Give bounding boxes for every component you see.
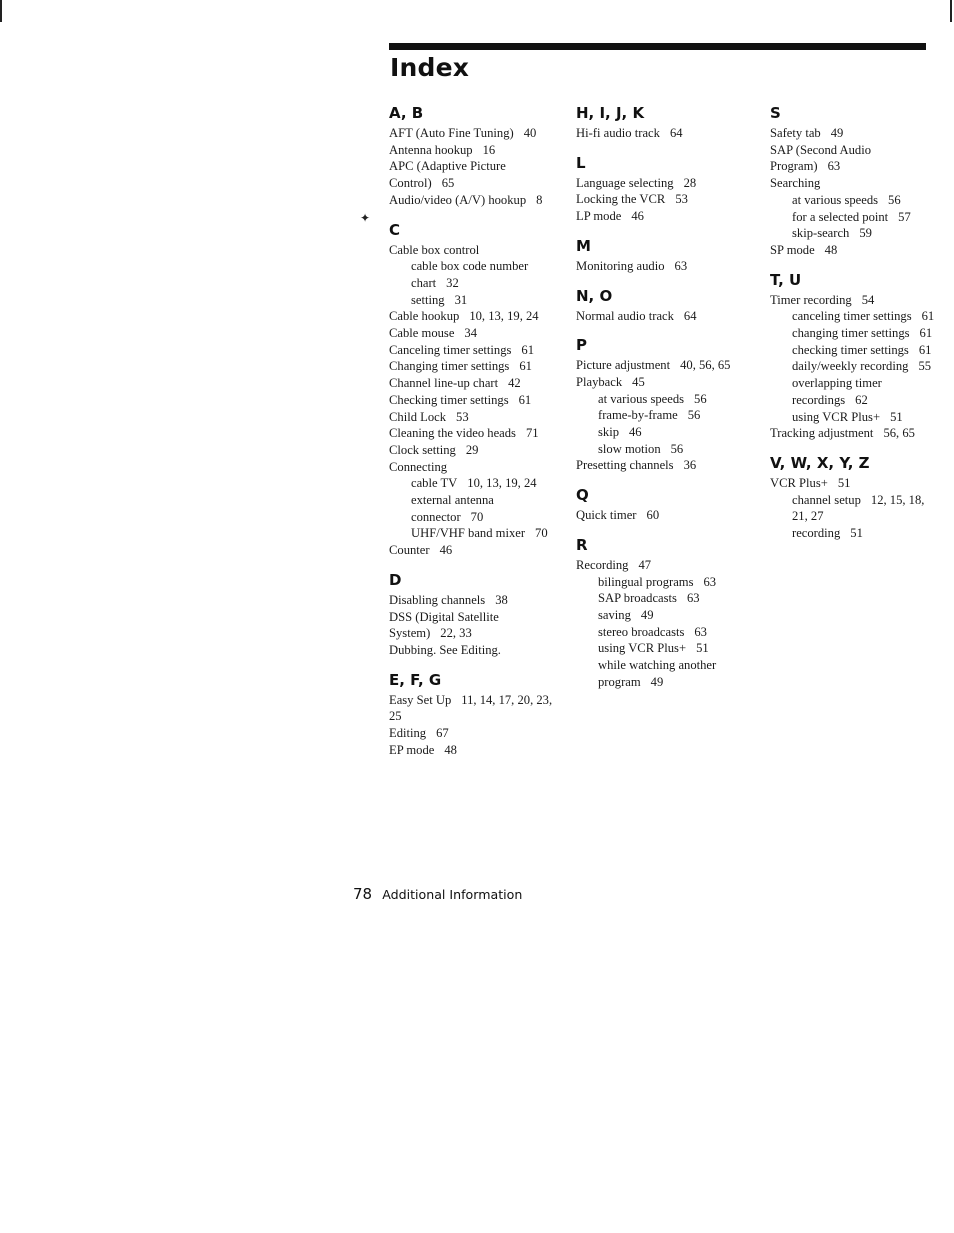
entry-pages: 49 [640,607,654,622]
index-entry [770,292,940,309]
index-subentry [576,607,754,624]
entry-pages: 10, 13, 19, 24 [467,476,537,491]
index-entry [389,192,564,209]
entry-pages: 47 [638,557,652,572]
index-subentry [389,475,564,492]
page-title: Index [390,53,470,82]
entry-term: stereo broadcasts [598,624,685,639]
entry-term: saving [598,607,631,622]
entry-pages: 65 [441,176,455,191]
entry-term: Playback [576,374,623,389]
section-heading: N, O [576,286,613,305]
entry-term: Quick timer [576,508,637,523]
index-entry [389,392,564,409]
index-entry [576,175,754,192]
index-section [576,154,754,225]
entry-term: recording [792,526,841,541]
entry-term: DSS (Digital Satellite System) [389,609,499,641]
index-section [389,571,564,659]
index-subentry [576,590,754,607]
index-entry [770,175,940,192]
index-section [770,454,940,542]
entry-term: Picture adjustment [576,358,671,373]
entry-term: Child Lock [389,409,447,424]
index-section [576,336,754,474]
entry-pages: 61 [521,342,535,357]
section-heading: C [389,220,401,239]
index-section [770,104,940,259]
entry-pages: 45 [632,374,645,389]
entry-term: Editing [389,726,427,741]
section-heading: A, B [389,104,424,122]
entry-pages: 31 [454,292,468,307]
entry-term: Easy Set Up [389,692,452,707]
index-subentry [770,525,940,542]
index-section [576,536,754,691]
entry-pages: 55 [918,359,932,374]
entry-pages: 12, 15, 18, 21, 27 [792,492,925,524]
page-number: 78 [353,885,373,903]
index-subentry [576,574,754,591]
entry-pages: 46 [629,425,642,440]
entry-pages: 56 [694,391,707,406]
entry-pages: 49 [830,126,844,140]
index-entry [389,142,564,159]
index-entry [389,609,564,642]
entry-term: Canceling timer settings [389,342,512,357]
entry-pages: 51 [850,526,863,541]
entry-pages: 53 [675,192,688,207]
index-entry [770,475,940,492]
entry-term: Disabling channels [389,592,486,607]
section-heading: P [576,336,587,355]
index-section [389,104,564,209]
entry-term: Locking the VCR [576,192,666,207]
entry-term: Counter [389,543,430,558]
entry-pages: 22, 33 [440,626,472,641]
index-entry [576,507,754,524]
section-heading: D [389,570,402,589]
title-rule [389,43,926,50]
entry-pages: 62 [855,392,868,407]
entry-pages: 61 [921,309,935,324]
entry-term: Tracking adjustment [770,426,874,441]
entry-term: SAP (Second Audio Program) [770,142,871,174]
index-entry [389,375,564,392]
index-entry [576,191,754,208]
index-entry [576,457,754,474]
entry-pages: 59 [859,226,872,241]
entry-pages: 63 [694,624,707,639]
entry-pages: 56 [687,408,701,423]
index-column-2 [576,104,754,702]
entry-term: Dubbing. See Editing. [389,642,501,657]
index-entry [389,542,564,559]
entry-pages: 67 [436,726,449,741]
entry-pages: 61 [518,392,532,407]
entry-term: using VCR Plus+ [598,641,687,656]
entry-term: Hi-fi audio track [576,126,660,140]
index-subentry [770,492,940,525]
index-column-1 [389,104,564,771]
index-section [576,486,754,524]
entry-pages: 8 [536,192,543,207]
entry-pages: 56 [670,441,684,456]
entry-pages: 70 [535,526,548,541]
section-heading: T, U [770,270,802,289]
entry-pages: 16 [482,142,496,157]
entry-term: EP mode [389,742,435,757]
index-entry [389,442,564,459]
index-entry [576,308,754,325]
entry-term: Safety tab [770,126,821,140]
entry-term: setting [411,292,445,307]
index-entry [389,592,564,609]
entry-term: Cleaning the video heads [389,426,516,441]
index-subentry [770,409,940,426]
entry-term: changing timer settings [792,326,910,341]
index-entry [389,409,564,426]
entry-pages: 49 [650,674,664,689]
index-entry [389,325,564,342]
entry-pages: 60 [646,508,660,523]
entry-term: skip [598,425,619,440]
entry-pages: 61 [519,359,532,374]
entry-term: skip-search [792,226,850,241]
index-subentry [389,258,564,291]
entry-pages: 40, 56, 65 [680,358,731,373]
index-column-3 [770,104,940,554]
index-subentry [576,407,754,424]
entry-pages: 36 [683,458,697,473]
entry-pages: 51 [837,475,851,490]
entry-term: Recording [576,557,629,572]
entry-pages: 46 [439,543,453,558]
entry-term: external antenna connector [411,493,494,524]
entry-term: channel setup [792,492,861,507]
index-section [389,671,564,759]
index-entry [389,358,564,375]
entry-pages: 32 [446,275,459,290]
index-subentry [770,358,940,375]
entry-term: Cable box control [389,242,480,257]
index-section [576,287,754,325]
index-section [389,221,564,559]
index-subentry [576,640,754,657]
entry-term: SAP broadcasts [598,591,677,606]
entry-term: while watching another program [598,658,717,689]
entry-term: daily/weekly recording [792,359,909,374]
entry-term: Connecting [389,459,448,474]
index-subentry [389,492,564,525]
index-entry [389,742,564,759]
index-entry [389,342,564,359]
entry-term: VCR Plus+ [770,475,828,490]
entry-pages: 53 [456,409,469,424]
entry-term: SP mode [770,242,815,257]
entry-term: bilingual programs [598,574,694,589]
entry-pages: 61 [919,326,933,341]
entry-term: Cable hookup [389,309,460,324]
entry-term: frame-by-frame [598,408,678,423]
entry-pages: 28 [683,175,697,190]
index-subentry [576,424,754,441]
section-heading: R [576,535,588,554]
index-entry [576,125,754,142]
entry-pages: 63 [827,159,841,174]
entry-term: Presetting channels [576,458,674,473]
page-edge-mark-right [950,0,952,22]
entry-pages: 56, 65 [883,426,915,441]
entry-pages: 11, 14, 17, 20, 23, 25 [389,692,553,724]
entry-pages: 48 [444,742,457,757]
entry-term: cable box code number chart [411,259,529,290]
entry-term: at various speeds [792,192,879,207]
index-subentry [770,375,940,408]
index-entry [770,142,940,175]
index-subentry [389,525,564,542]
entry-term: Clock setting [389,442,456,457]
entry-pages: 56 [888,192,901,207]
index-entry [770,425,940,442]
section-heading: S [770,104,781,122]
index-section [770,271,940,442]
index-entry [576,374,754,391]
index-section [576,237,754,275]
section-heading: V, W, X, Y, Z [770,453,870,472]
entry-term: UHF/VHF band mixer [411,526,526,541]
entry-term: APC (Adaptive Picture Control) [389,159,506,191]
entry-pages: 29 [465,442,479,457]
entry-term: using VCR Plus+ [792,409,881,424]
page-edge-mark-left [0,0,2,22]
entry-pages: 64 [669,126,683,140]
index-subentry [770,325,940,342]
index-entry [576,208,754,225]
entry-term: for a selected point [792,209,889,224]
index-subentry [770,225,940,242]
entry-pages: 70 [470,509,484,524]
entry-pages: 63 [674,258,688,273]
index-entry [576,258,754,275]
entry-pages: 46 [631,209,644,224]
entry-pages: 40 [523,126,537,140]
entry-term: Channel line-up chart [389,376,499,391]
entry-pages: 54 [861,292,875,307]
section-label: Additional Information [382,887,523,902]
margin-marker-icon: ✦ [360,211,371,225]
entry-term: at various speeds [598,391,685,406]
index-subentry [770,342,940,359]
index-entry [389,308,564,325]
index-entry [389,242,564,259]
index-entry [576,557,754,574]
entry-term: Monitoring audio [576,258,665,273]
index-entry [389,692,564,725]
index-entry [389,459,564,476]
entry-pages: 71 [525,426,539,441]
entry-pages: 51 [696,641,709,656]
index-entry [770,125,940,142]
entry-pages: 48 [824,242,838,257]
index-subentry [389,292,564,309]
entry-term: LP mode [576,209,622,224]
entry-pages: 57 [898,209,911,224]
entry-pages: 63 [703,574,717,589]
index-subentry [770,308,940,325]
entry-pages: 42 [508,376,521,391]
entry-term: slow motion [598,441,661,456]
index-entry [389,725,564,742]
section-heading: L [576,153,586,172]
entry-term: Language selecting [576,175,674,190]
index-subentry [576,441,754,458]
entry-term: Searching [770,176,821,191]
section-heading: H, I, J, K [576,104,645,122]
entry-pages: 63 [686,591,700,606]
page-footer [353,884,522,903]
index-entry [389,158,564,191]
entry-term: cable TV [411,476,458,491]
index-entry [389,125,564,142]
entry-term: checking timer settings [792,342,909,357]
entry-pages: 51 [890,409,903,424]
index-subentry [576,624,754,641]
index-entry [389,642,564,659]
entry-term: Cable mouse [389,326,455,341]
index-entry [576,357,754,374]
index-section [576,104,754,142]
entry-pages: 10, 13, 19, 24 [469,309,539,324]
entry-pages: 64 [683,308,697,323]
entry-pages: 61 [918,342,932,357]
index-subentry [770,209,940,226]
index-subentry [770,192,940,209]
entry-term: Antenna hookup [389,142,473,157]
entry-pages: 34 [464,326,477,341]
index-subentry [576,391,754,408]
entry-term: Audio/video (A/V) hookup [389,192,527,207]
index-entry [389,425,564,442]
entry-term: AFT (Auto Fine Tuning) [389,126,514,140]
entry-term: Normal audio track [576,308,674,323]
section-heading: E, F, G [389,670,442,689]
entry-term: Timer recording [770,292,852,307]
entry-term: Changing timer settings [389,359,510,374]
index-subentry [576,657,754,690]
entry-term: canceling timer settings [792,309,912,324]
section-heading: Q [576,486,589,505]
index-entry [770,242,940,259]
entry-term: Checking timer settings [389,392,509,407]
entry-term: overlapping timer recordings [792,376,882,407]
entry-pages: 38 [495,592,508,607]
section-heading: M [576,236,591,255]
